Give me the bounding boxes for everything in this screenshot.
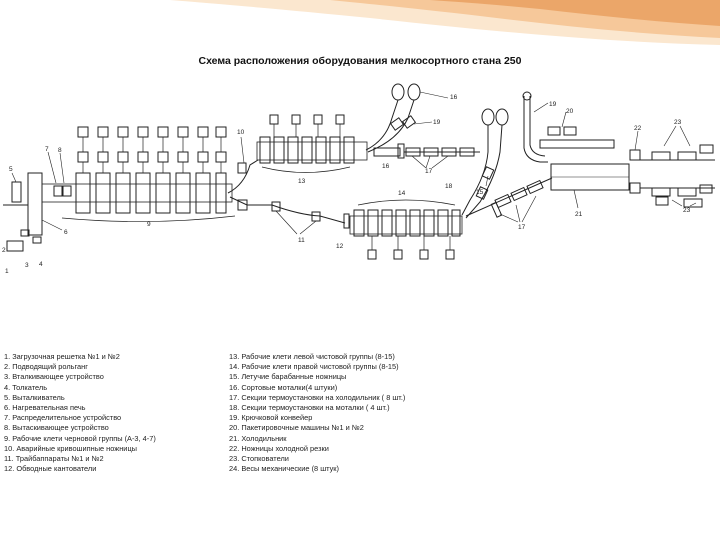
legend-item: 12. Обводные кантователи <box>4 464 97 474</box>
thermo-17-3 <box>527 180 543 193</box>
coiler-feed-a <box>366 100 398 150</box>
coiler-16c <box>482 109 494 125</box>
motor-8 <box>216 127 226 137</box>
legend-item: 16. Сортовые моталки(4 штуки) <box>229 382 338 392</box>
motor-14-1 <box>368 250 376 259</box>
legend-item: 2. Подводящий рольганг <box>4 362 88 372</box>
pinch-roll-11b <box>312 212 320 221</box>
motor-4 <box>138 127 148 137</box>
leader-7 <box>48 152 56 183</box>
finishing-group-14 <box>350 200 462 259</box>
stand-14-2 <box>368 210 378 236</box>
bracket-14 <box>358 200 455 205</box>
callout-18: 18 <box>445 183 453 190</box>
stand-13-7 <box>344 137 354 163</box>
gear-1 <box>78 152 88 162</box>
cold-shears-22 <box>630 150 640 160</box>
callout-3: 3 <box>25 262 29 269</box>
thermo-17-2 <box>511 187 527 200</box>
legend-item: 23. Стопкователи <box>229 454 289 464</box>
legend-item: 6. Нагревательная печь <box>4 403 86 413</box>
leader-5 <box>12 173 16 182</box>
stand-5 <box>156 173 170 213</box>
legend-item: 9. Рабочие клети черновой группы (А-3, 4-7) <box>4 433 156 443</box>
callout-17b: 17 <box>518 224 526 231</box>
coiler-feed-c <box>462 125 488 215</box>
legend-item: 24. Весы механические (8 штук) <box>229 464 339 474</box>
motor-6 <box>178 127 188 137</box>
motor-3 <box>118 127 128 137</box>
stand-13-4 <box>302 137 312 163</box>
bracket-13 <box>262 167 350 173</box>
leader-33 <box>664 126 690 146</box>
motor-14-4 <box>446 250 454 259</box>
puller-8 <box>63 186 71 196</box>
leader-8 <box>60 153 64 183</box>
legend-item: 15. Летучие барабанные ножницы <box>229 372 347 382</box>
legend-item: 5. Выталкиватель <box>4 392 65 402</box>
coiler-16b <box>408 84 420 100</box>
hook-conveyor-19 <box>524 96 548 162</box>
legend-item: 8. Вытаскивающее устройство <box>4 423 109 433</box>
leader-11 <box>276 211 316 234</box>
pusher-5 <box>12 182 21 202</box>
callout-9: 9 <box>147 221 151 228</box>
legend-item: 13. Рабочие клети левой чистовой группы (8-15) <box>229 352 395 361</box>
stand-14-7 <box>438 210 448 236</box>
callout-16a: 16 <box>450 94 458 101</box>
legend-item: 3. Вталкивающее устройство <box>4 372 104 382</box>
motor-14-3 <box>420 250 428 259</box>
coiler-16a <box>392 84 404 100</box>
stand-1 <box>76 173 90 213</box>
gear-8 <box>216 152 226 162</box>
stand-14-4 <box>396 210 406 236</box>
piler-23b <box>678 152 696 160</box>
motor-shafts-13 <box>274 124 340 137</box>
leader-19b <box>534 103 548 112</box>
legend-item: 22. Ножницы холодной резки <box>229 443 329 453</box>
legend-right <box>229 352 405 474</box>
legend-left <box>4 352 156 474</box>
twister-12 <box>344 214 349 228</box>
stand-6 <box>176 173 190 213</box>
stand-14-5 <box>410 210 420 236</box>
stand-14-6 <box>424 210 434 236</box>
callout-23a: 23 <box>674 119 682 126</box>
callout-8: 8 <box>58 147 62 154</box>
shears-10 <box>238 163 246 173</box>
piler-23c <box>700 145 713 153</box>
legend-item: 20. Пакетировочные машины №1 и №2 <box>229 423 364 433</box>
furnace-6 <box>28 173 42 235</box>
baler-20a <box>548 127 560 135</box>
gear-5 <box>158 152 168 162</box>
gear-2 <box>98 152 108 162</box>
stand-14-1 <box>354 210 364 236</box>
stand-8 <box>216 173 226 213</box>
gear-7 <box>198 152 208 162</box>
leader-19a <box>414 122 432 124</box>
callout-2: 2 <box>2 247 6 254</box>
stand-13-1 <box>260 137 270 163</box>
leader-16a <box>420 92 448 98</box>
callout-7: 7 <box>45 146 49 153</box>
leader-10 <box>241 137 244 163</box>
motor-13-1 <box>270 115 278 124</box>
distributor-7 <box>54 186 62 196</box>
right-coiler-conveyor <box>462 92 614 218</box>
baler-20b <box>564 127 576 135</box>
stand-14-3 <box>382 210 392 236</box>
leader-6 <box>42 220 62 230</box>
legend-item: 19. Крючковой конвейер <box>229 413 313 423</box>
callout-10: 10 <box>237 129 245 136</box>
legend-item: 1. Загрузочная решетка №1 и №2 <box>4 352 120 361</box>
callout-12: 12 <box>336 243 344 250</box>
pusher-4 <box>33 237 41 243</box>
motor-1 <box>78 127 88 137</box>
callout-17a: 17 <box>425 168 433 175</box>
callout-5: 5 <box>9 166 13 173</box>
leader-22 <box>635 131 638 150</box>
callout-19a: 19 <box>433 119 441 126</box>
stand-14-8 <box>452 210 460 236</box>
leader-21 <box>574 190 578 208</box>
callout-11: 11 <box>298 237 305 244</box>
gear-3 <box>118 152 128 162</box>
legend-item: 17. Секции термоустановки на холодильник ( 8 шт.) <box>229 392 406 402</box>
legend-item: 7. Распределительное устройство <box>4 413 122 423</box>
diagram-title: Схема расположения оборудования мелкосортного стана 250 <box>198 55 522 67</box>
split-upper <box>228 160 258 193</box>
callout-20: 20 <box>566 108 574 115</box>
legend-item: 10. Аварийные кривошипные ножницы <box>4 443 137 453</box>
motor-shafts-14 <box>372 236 450 250</box>
legend-item: 4. Толкатель <box>4 382 48 392</box>
callout-4: 4 <box>39 261 43 268</box>
roughing-group-9 <box>42 127 235 222</box>
stand-2 <box>96 173 110 213</box>
piler-23e <box>678 188 696 196</box>
stand-4 <box>136 173 150 213</box>
piler-23f <box>656 197 668 205</box>
gear-4 <box>138 152 148 162</box>
motor-7 <box>198 127 208 137</box>
stand-13-3 <box>288 137 298 163</box>
stand-13-5 <box>316 137 326 163</box>
piler-23a <box>652 152 670 160</box>
stand-7 <box>196 173 210 213</box>
callout-1: 1 <box>5 268 9 275</box>
stand-13-2 <box>274 137 284 163</box>
motor-14-2 <box>394 250 402 259</box>
stand-13-6 <box>330 137 340 163</box>
legend-item: 14. Рабочие клети правой чистовой группы (8-15) <box>229 362 399 372</box>
callout-21: 21 <box>575 211 583 218</box>
coiler-box-2 <box>403 116 416 128</box>
leader-17-upper <box>412 156 448 168</box>
motor-13-4 <box>336 115 344 124</box>
callout-13: 13 <box>298 178 306 185</box>
gear-6 <box>178 152 188 162</box>
shaft-lines <box>83 137 221 173</box>
mill-layout-scheme <box>0 80 720 295</box>
scale-block <box>700 185 712 193</box>
flying-shears-15 <box>374 148 400 156</box>
callout-16b: 16 <box>382 163 390 170</box>
callout-22: 22 <box>634 125 642 132</box>
decorative-banner <box>0 0 720 45</box>
motor-5 <box>158 127 168 137</box>
callout-19b: 19 <box>549 101 557 108</box>
piler-23g <box>684 199 702 207</box>
coiler-area <box>366 84 480 168</box>
callout-14: 14 <box>398 190 406 197</box>
bottom-crop <box>0 486 720 540</box>
leader-37 <box>500 196 536 222</box>
legend-item: 11. Трайбаппараты №1 и №2 <box>4 454 104 464</box>
legend-item: 21. Холодильник <box>229 433 287 443</box>
legend-item: 18. Секции термоустановки на моталки ( 4 шт.) <box>229 403 390 413</box>
loading-grid-1 <box>7 241 23 251</box>
conveyor-band <box>540 140 614 148</box>
motor-2 <box>98 127 108 137</box>
finishing-group-13 <box>257 115 367 173</box>
callout-23b: 23 <box>683 207 691 214</box>
callout-6: 6 <box>64 229 68 236</box>
callouts <box>2 94 691 275</box>
callout-15: 15 <box>476 189 484 196</box>
stand-3 <box>116 173 130 213</box>
motor-13-3 <box>314 115 322 124</box>
cold-shears-22b <box>630 183 640 193</box>
coiler-16d <box>496 109 508 125</box>
piler-23d <box>652 188 670 196</box>
motor-13-2 <box>292 115 300 124</box>
